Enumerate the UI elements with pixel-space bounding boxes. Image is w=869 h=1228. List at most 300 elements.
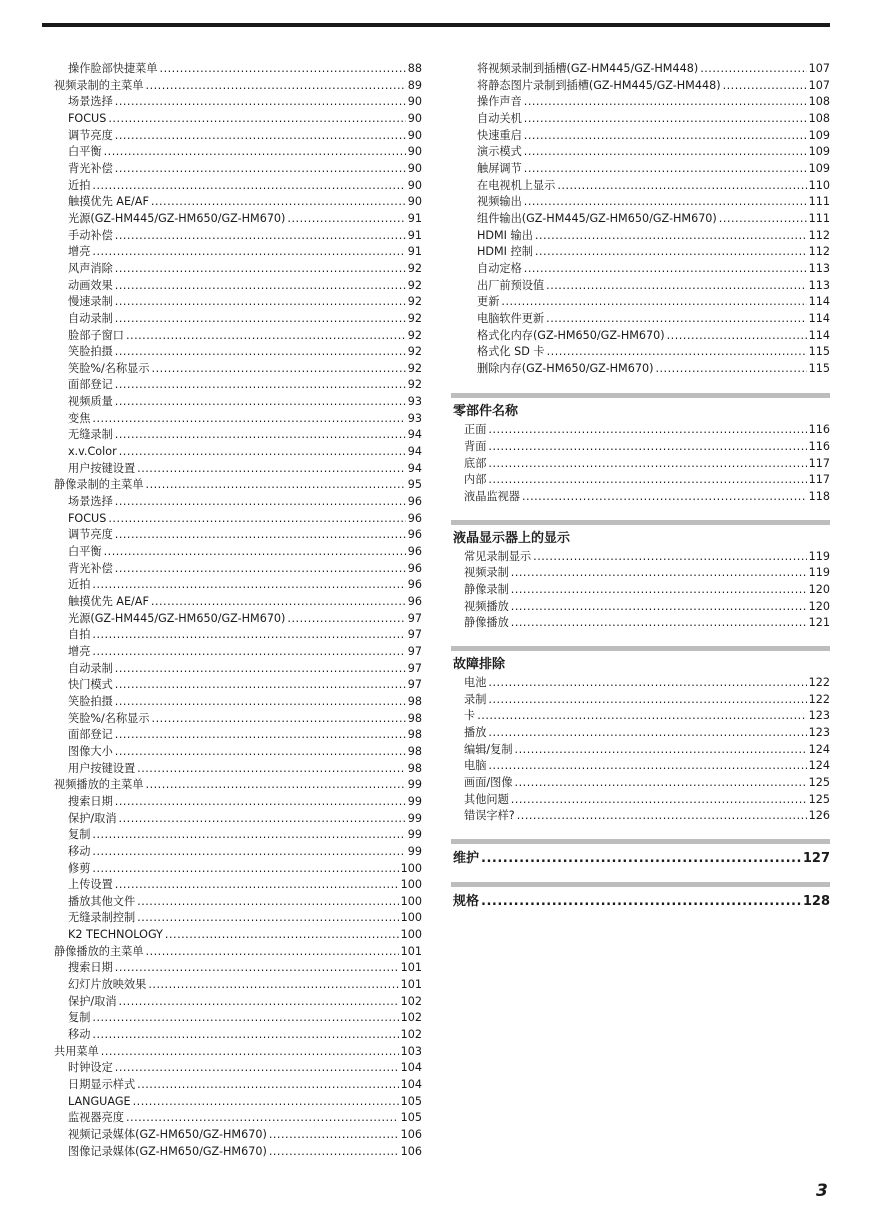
toc-entry[interactable] — [451, 599, 830, 616]
toc-entry[interactable] — [451, 94, 830, 111]
toc-entry[interactable] — [451, 808, 830, 825]
toc-entry-label: 出厂前预设值 — [477, 278, 545, 292]
section-title[interactable]: 零部件名称 — [453, 404, 519, 420]
toc-entry-page: 97 — [407, 611, 422, 625]
toc-entry-label: x.v.Color — [68, 445, 117, 459]
toc-entry-label: 面部登记 — [68, 378, 113, 392]
toc-leader-dots — [108, 511, 405, 528]
toc-entry-page: 92 — [407, 361, 422, 375]
toc-leader-dots — [137, 761, 406, 778]
toc-entry[interactable] — [451, 194, 830, 211]
toc-entry[interactable] — [54, 1077, 422, 1094]
toc-entry[interactable] — [54, 228, 422, 245]
toc-leader-dots — [115, 377, 406, 394]
toc-entry[interactable] — [54, 394, 422, 411]
toc-entry[interactable] — [451, 893, 830, 911]
toc-entry-label: 触摸优先 AE/AF — [68, 595, 149, 608]
toc-entry[interactable] — [451, 775, 830, 792]
toc-entry[interactable] — [451, 61, 830, 78]
toc-entry-label: 视频质量 — [68, 395, 113, 409]
toc-entry-label: K2 TECHNOLOGY — [68, 928, 163, 942]
section-divider — [451, 839, 830, 844]
top-rule — [42, 23, 830, 27]
toc-leader-dots — [723, 78, 807, 95]
toc-entry-page: 88 — [407, 62, 422, 75]
toc-entry-page: 107 — [808, 62, 830, 75]
toc-entry[interactable] — [451, 675, 830, 692]
toc-leader-dots — [92, 178, 405, 195]
toc-leader-dots — [477, 708, 806, 725]
toc-entry[interactable] — [54, 527, 422, 544]
toc-leader-dots — [524, 261, 807, 278]
toc-entry-label: 风声消除 — [68, 261, 113, 275]
toc-entry[interactable] — [451, 244, 830, 261]
toc-entry-label: 视频播放 — [464, 599, 509, 613]
toc-leader-dots — [115, 727, 406, 744]
toc-entry-label: 笑脸拍摄 — [68, 694, 113, 708]
toc-entry[interactable] — [54, 311, 422, 328]
toc-leader-dots — [119, 994, 399, 1011]
toc-leader-dots — [719, 211, 807, 228]
toc-leader-dots — [115, 677, 406, 694]
toc-entry-page: 118 — [808, 490, 830, 504]
toc-entry-page: 96 — [407, 595, 422, 608]
toc-leader-dots — [115, 128, 406, 145]
toc-entry-label: 用户按键设置 — [68, 461, 136, 475]
toc-entry[interactable] — [54, 1127, 422, 1144]
toc-major-entries — [451, 839, 830, 911]
toc-entry[interactable] — [54, 960, 422, 977]
toc-entry-page: 97 — [407, 644, 422, 658]
toc-entry-page: 98 — [407, 761, 422, 775]
toc-leader-dots — [655, 361, 806, 378]
toc-entry-label: 移动 — [68, 844, 91, 858]
toc-entry[interactable] — [54, 1060, 422, 1077]
toc-entry-page: 120 — [808, 583, 830, 597]
toc-leader-dots — [165, 927, 399, 944]
toc-entry-page: 93 — [407, 395, 422, 409]
toc-entry[interactable] — [451, 708, 830, 725]
toc-entry[interactable] — [54, 427, 422, 444]
toc-leader-dots — [92, 577, 405, 594]
toc-entry-page: 96 — [407, 511, 422, 525]
toc-leader-dots — [488, 675, 806, 692]
toc-entry-page: 92 — [407, 345, 422, 359]
toc-entry[interactable] — [54, 944, 422, 961]
toc-entry[interactable] — [54, 144, 422, 161]
toc-entry-page: 122 — [808, 676, 830, 690]
toc-entry[interactable] — [54, 561, 422, 578]
toc-entry[interactable] — [451, 128, 830, 145]
toc-entry-page: 114 — [808, 311, 830, 325]
toc-entry[interactable] — [54, 811, 422, 828]
toc-leader-dots — [152, 711, 406, 728]
toc-entry-page: 108 — [808, 95, 830, 109]
toc-entry-label: 自拍 — [68, 628, 91, 642]
toc-entry-label: 操作脸部快捷菜单 — [68, 62, 158, 75]
toc-entry-page: 116 — [808, 440, 830, 454]
toc-entry-label: 面部登记 — [68, 728, 113, 742]
toc-leader-dots — [92, 861, 398, 878]
toc-leader-dots — [115, 311, 406, 328]
toc-entry[interactable] — [451, 78, 830, 95]
toc-major-section — [451, 882, 830, 911]
toc-entry-page: 98 — [407, 728, 422, 742]
toc-leader-dots — [92, 1010, 398, 1027]
toc-entry-label: LANGUAGE — [68, 1094, 131, 1108]
toc-entry[interactable] — [54, 377, 422, 394]
toc-entry-page: 100 — [400, 861, 422, 875]
toc-entry-label: 白平衡 — [68, 145, 102, 159]
toc-entry[interactable] — [54, 611, 422, 628]
toc-entry[interactable] — [54, 977, 422, 994]
section-divider — [451, 646, 830, 651]
toc-leader-dots — [126, 328, 406, 345]
toc-leader-dots — [546, 278, 807, 295]
toc-entry-label: 增亮 — [68, 245, 91, 259]
toc-entry[interactable] — [451, 692, 830, 709]
toc-entry-label: 自动关机 — [477, 111, 522, 125]
toc-entry[interactable] — [54, 328, 422, 345]
toc-entry-page: 102 — [400, 1011, 422, 1025]
toc-leader-dots — [115, 960, 399, 977]
toc-entry-page: 110 — [808, 178, 830, 192]
toc-entry[interactable] — [451, 850, 830, 868]
toc-leader-dots — [488, 725, 806, 742]
toc-entry-page: 90 — [407, 161, 422, 175]
toc-entry[interactable] — [451, 615, 830, 632]
toc-entry[interactable] — [54, 1094, 422, 1111]
toc-entry-page: 92 — [407, 278, 422, 292]
toc-entry-page: 122 — [808, 692, 830, 706]
toc-entry[interactable] — [54, 677, 422, 694]
toc-entry-page: 128 — [802, 893, 830, 909]
toc-entry-page: 99 — [407, 828, 422, 842]
toc-leader-dots — [287, 611, 405, 628]
toc-entry[interactable] — [451, 758, 830, 775]
toc-entry-label: 无缝录制控制 — [68, 911, 136, 925]
toc-entry-label: 卡 — [464, 709, 476, 723]
toc-leader-dots — [535, 228, 807, 245]
toc-entry[interactable] — [54, 894, 422, 911]
toc-right-column — [451, 61, 830, 911]
toc-entry[interactable] — [451, 344, 830, 361]
toc-entry[interactable] — [54, 594, 422, 611]
toc-leader-dots — [115, 794, 406, 811]
toc-entry-label: 编辑/复制 — [464, 742, 513, 756]
toc-entry-label: 播放 — [464, 726, 487, 739]
toc-entry[interactable] — [54, 444, 422, 461]
toc-left-column — [54, 61, 422, 1160]
toc-entry[interactable] — [451, 361, 830, 378]
toc-entry-page: 96 — [407, 528, 422, 542]
toc-entry-label: 将静态图片录制到插槽(GZ-HM445/GZ-HM448) — [477, 78, 721, 92]
toc-entry-label: 笑脸%/名称显示 — [68, 361, 150, 375]
toc-leader-dots — [115, 561, 406, 578]
toc-leader-dots — [115, 427, 406, 444]
toc-entry[interactable] — [54, 844, 422, 861]
toc-right-continued-list — [451, 61, 830, 377]
toc-entry-label: 监视器亮度 — [68, 1111, 124, 1125]
toc-entry-label: 画面/图像 — [464, 775, 513, 789]
toc-entry[interactable] — [54, 777, 422, 794]
toc-entry-page: 99 — [407, 794, 422, 808]
toc-entry-label: 慢速录制 — [68, 295, 113, 309]
toc-entry-page: 96 — [407, 578, 422, 592]
toc-entry-label: 静像播放的主菜单 — [54, 944, 144, 958]
toc-entry-label: 日期显示样式 — [68, 1078, 136, 1092]
toc-entry-page: 92 — [407, 261, 422, 275]
toc-entry[interactable] — [54, 727, 422, 744]
toc-entry-page: 90 — [407, 145, 422, 159]
toc-entry-page: 117 — [808, 456, 830, 470]
toc-entry[interactable] — [54, 461, 422, 478]
toc-entry-label: 删除内存(GZ-HM650/GZ-HM670) — [477, 361, 654, 375]
toc-entry-label: 底部 — [464, 456, 487, 470]
toc-entry-label: 格式化内存(GZ-HM650/GZ-HM670) — [477, 328, 665, 342]
toc-entry[interactable] — [54, 1010, 422, 1027]
toc-entry[interactable] — [451, 472, 830, 489]
toc-leader-dots — [146, 777, 406, 794]
toc-entry-page: 105 — [400, 1094, 422, 1108]
toc-entry-page: 111 — [808, 211, 830, 225]
toc-entry-page: 115 — [808, 345, 830, 359]
toc-entry-page: 96 — [407, 545, 422, 559]
toc-entry-page: 106 — [400, 1144, 422, 1158]
toc-entry[interactable] — [54, 477, 422, 494]
toc-entry-label: 白平衡 — [68, 545, 102, 559]
toc-entry-label: 脸部子窗口 — [68, 328, 124, 342]
toc-entry-page: 101 — [400, 944, 422, 958]
toc-entry[interactable] — [54, 827, 422, 844]
toc-entry[interactable] — [54, 411, 422, 428]
toc-entry[interactable] — [54, 111, 422, 128]
toc-section — [451, 520, 830, 632]
toc-entry-page: 109 — [808, 161, 830, 175]
toc-entry-page: 119 — [808, 566, 830, 580]
toc-leader-dots — [524, 94, 807, 111]
toc-entry-page: 104 — [400, 1061, 422, 1075]
toc-entry[interactable] — [451, 456, 830, 473]
toc-entry-label: 近拍 — [68, 578, 91, 592]
toc-entry[interactable] — [451, 582, 830, 599]
toc-entry-page: 126 — [808, 809, 830, 823]
toc-entry[interactable] — [451, 228, 830, 245]
toc-entry-label: 电脑软件更新 — [477, 311, 545, 325]
section-entries — [451, 675, 830, 825]
toc-entry-label: 视频输出 — [477, 195, 522, 209]
toc-entry[interactable] — [54, 910, 422, 927]
toc-entry[interactable] — [54, 78, 422, 95]
toc-entry-label: 搜索日期 — [68, 794, 113, 808]
toc-entry[interactable] — [451, 144, 830, 161]
toc-leader-dots — [133, 1094, 399, 1111]
toc-entry[interactable] — [54, 361, 422, 378]
toc-entry-label: 用户按键设置 — [68, 761, 136, 775]
toc-entry-page: 104 — [400, 1078, 422, 1092]
section-divider — [451, 882, 830, 887]
toc-entry[interactable] — [54, 261, 422, 278]
toc-entry[interactable] — [54, 694, 422, 711]
toc-entry-page: 124 — [808, 759, 830, 773]
toc-entry-label: 修剪 — [68, 861, 91, 875]
toc-entry[interactable] — [54, 794, 422, 811]
toc-entry[interactable] — [54, 161, 422, 178]
toc-entry[interactable] — [451, 178, 830, 195]
toc-entry[interactable] — [451, 489, 830, 506]
toc-entry-page: 100 — [400, 911, 422, 925]
toc-leader-dots — [269, 1127, 399, 1144]
section-divider — [451, 520, 830, 525]
section-title[interactable]: 故障排除 — [453, 657, 506, 673]
toc-leader-dots — [119, 811, 406, 828]
toc-entry[interactable] — [54, 927, 422, 944]
toc-entry-label: 笑脸拍摄 — [68, 345, 113, 359]
toc-entry-page: 92 — [407, 311, 422, 325]
toc-entry-label: 自动录制 — [68, 311, 113, 325]
toc-entry-label: 手动补偿 — [68, 228, 113, 242]
toc-entry[interactable] — [54, 861, 422, 878]
toc-entry[interactable] — [54, 494, 422, 511]
toc-entry[interactable] — [54, 744, 422, 761]
toc-entry-label: HDMI 控制 — [477, 245, 533, 259]
toc-entry-label: 背光补偿 — [68, 561, 113, 575]
toc-entry[interactable] — [451, 439, 830, 456]
toc-entry[interactable] — [54, 1110, 422, 1127]
toc-entry[interactable] — [54, 294, 422, 311]
toc-entry-label: 近拍 — [68, 178, 91, 192]
toc-leader-dots — [115, 161, 406, 178]
toc-entry[interactable] — [451, 261, 830, 278]
toc-entry[interactable] — [451, 422, 830, 439]
toc-entry-label: 播放其他文件 — [68, 894, 136, 908]
toc-entry[interactable] — [54, 711, 422, 728]
toc-entry[interactable] — [451, 792, 830, 809]
toc-entry-label: 保护/取消 — [68, 994, 117, 1008]
toc-entry-label: FOCUS — [68, 111, 107, 125]
toc-leader-dots — [535, 244, 807, 261]
toc-entry-label: 背光补偿 — [68, 161, 113, 175]
toc-entry[interactable] — [54, 94, 422, 111]
toc-entry[interactable] — [451, 211, 830, 228]
toc-entry[interactable] — [54, 544, 422, 561]
toc-entry-page: 94 — [407, 428, 422, 442]
toc-entry[interactable] — [54, 644, 422, 661]
toc-entry-page: 105 — [400, 1111, 422, 1125]
toc-sections — [451, 393, 830, 824]
toc-entry-page: 97 — [407, 678, 422, 692]
toc-leader-dots — [137, 1077, 399, 1094]
toc-entry[interactable] — [451, 161, 830, 178]
toc-entry[interactable] — [451, 565, 830, 582]
toc-entry-label: 无缝录制 — [68, 428, 113, 442]
toc-entry[interactable] — [54, 877, 422, 894]
toc-entry-label: 上传设置 — [68, 878, 113, 892]
toc-entry[interactable] — [54, 244, 422, 261]
page-number: 3 — [816, 1181, 828, 1201]
toc-entry-page: 106 — [400, 1128, 422, 1141]
toc-leader-dots — [104, 144, 406, 161]
toc-entry-page: 101 — [400, 961, 422, 975]
toc-entry[interactable] — [54, 1027, 422, 1044]
toc-entry-page: 97 — [407, 628, 422, 642]
toc-entry[interactable] — [54, 61, 422, 78]
toc-entry[interactable] — [451, 278, 830, 295]
toc-leader-dots — [146, 944, 399, 961]
toc-entry[interactable] — [54, 994, 422, 1011]
toc-leader-dots — [92, 244, 405, 261]
toc-leader-dots — [92, 844, 405, 861]
toc-entry[interactable] — [451, 311, 830, 328]
toc-entry-page: 98 — [407, 694, 422, 708]
toc-entry-label: 时钟设定 — [68, 1061, 113, 1075]
toc-leader-dots — [115, 494, 406, 511]
toc-entry-label: 保护/取消 — [68, 811, 117, 825]
toc-leader-dots — [511, 582, 807, 599]
toc-entry-label: 复制 — [68, 1011, 91, 1025]
toc-entry[interactable] — [451, 549, 830, 566]
section-title[interactable]: 液晶显示器上的显示 — [453, 530, 571, 546]
toc-entry[interactable] — [451, 742, 830, 759]
toc-entry[interactable] — [54, 661, 422, 678]
toc-entry[interactable] — [54, 178, 422, 195]
toc-entry[interactable] — [54, 577, 422, 594]
toc-leader-dots — [546, 311, 807, 328]
toc-entry[interactable] — [54, 627, 422, 644]
toc-entry[interactable] — [54, 128, 422, 145]
toc-entry[interactable] — [54, 194, 422, 211]
toc-entry-page: 120 — [808, 599, 830, 613]
toc-leader-dots — [92, 644, 405, 661]
toc-leader-dots — [488, 422, 806, 439]
toc-entry[interactable] — [451, 725, 830, 742]
toc-entry[interactable] — [451, 111, 830, 128]
toc-entry-page: 119 — [808, 549, 830, 563]
section-divider — [451, 393, 830, 398]
toc-entry[interactable] — [54, 211, 422, 228]
toc-entry-label: 场景选择 — [68, 495, 113, 509]
toc-entry-page: 117 — [808, 473, 830, 487]
toc-leader-dots — [92, 627, 405, 644]
toc-entry-page: 125 — [808, 792, 830, 806]
toc-entry[interactable] — [54, 761, 422, 778]
toc-leader-dots — [92, 827, 405, 844]
toc-entry-label: 变焦 — [68, 411, 91, 425]
toc-entry-page: 92 — [407, 378, 422, 392]
toc-entry[interactable] — [54, 1144, 422, 1161]
toc-entry-label: 移动 — [68, 1028, 91, 1042]
toc-leader-dots — [152, 361, 406, 378]
toc-entry[interactable] — [54, 278, 422, 295]
toc-entry-label: 搜索日期 — [68, 961, 113, 975]
toc-leader-dots — [511, 599, 807, 616]
toc-entry[interactable] — [451, 328, 830, 345]
toc-entry-label: 格式化 SD 卡 — [477, 345, 545, 359]
toc-entry[interactable] — [54, 1044, 422, 1061]
toc-leader-dots — [115, 261, 406, 278]
toc-entry[interactable] — [451, 294, 830, 311]
toc-entry-label: 幻灯片放映效果 — [68, 978, 147, 992]
toc-leader-dots — [115, 294, 406, 311]
toc-entry-page: 123 — [808, 709, 830, 723]
toc-entry-page: 101 — [400, 978, 422, 992]
toc-entry-page: 108 — [808, 111, 830, 125]
toc-entry-label: 触屏调节 — [477, 161, 522, 175]
toc-leader-dots — [269, 1144, 399, 1161]
toc-entry-label: 共用菜单 — [54, 1044, 99, 1058]
toc-entry[interactable] — [54, 344, 422, 361]
toc-entry[interactable] — [54, 511, 422, 528]
